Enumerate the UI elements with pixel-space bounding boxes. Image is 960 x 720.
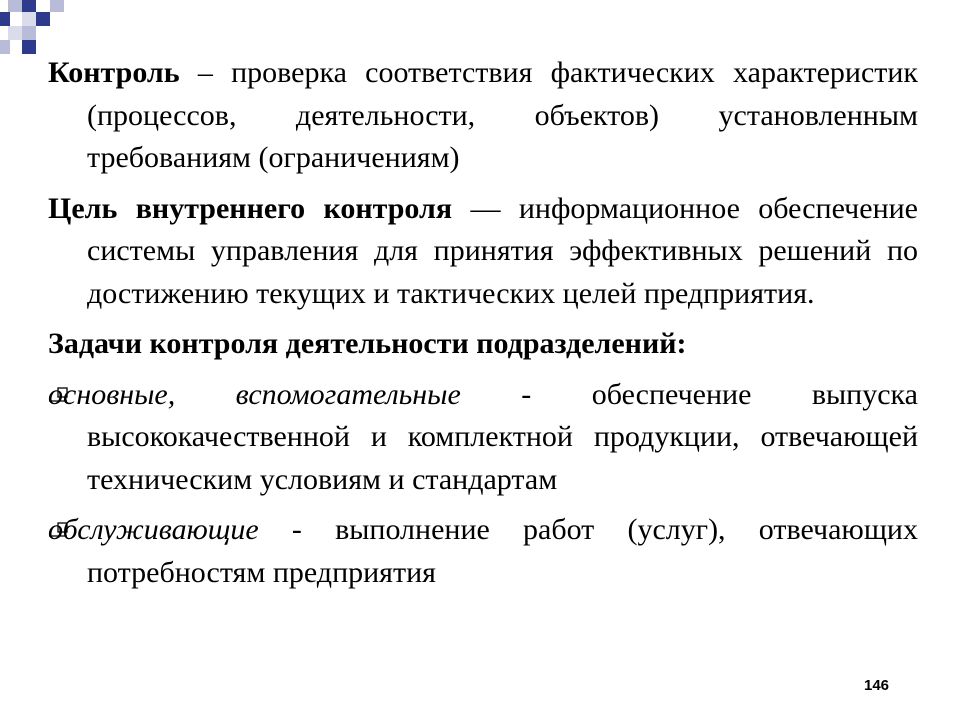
tasks-heading: Задачи контроля деятельности подразделений: [48, 327, 687, 360]
bullet-text: - выполнение работ (услуг), отвечающих потребностям предприятия [87, 513, 918, 589]
square-bullet-icon [48, 387, 70, 405]
term-kontrol: Контроль [48, 56, 180, 89]
bullet-term: основные, вспомогательные [48, 377, 461, 411]
paragraph-tasks-heading [48, 323, 918, 366]
slide-content [48, 52, 918, 602]
paragraph-goal [48, 188, 918, 316]
corner-decoration [0, 0, 80, 56]
goal-text: — информационное обеспечение системы управления для принятия эффективных решений по достижению текущих и тактических целей предприятия. [87, 191, 918, 310]
bullet-text: - обеспечение выпуска высококачественной и комплектной продукции, отвечающей техническим условиям и стандартам [87, 377, 918, 496]
term-goal: Цель внутреннего контроля [48, 191, 453, 225]
paragraph-definition [48, 52, 918, 180]
bullet-term: обслуживающие [48, 513, 259, 546]
square-bullet-icon [48, 522, 70, 540]
page-number: 146 [864, 677, 890, 694]
bullet-item-service [48, 509, 918, 594]
bullet-item-main [48, 374, 918, 502]
definition-text: – проверка соответствия фактических характеристик (процессов, деятельности, объектов) установленным требованиям (ограничениям) [87, 56, 918, 174]
